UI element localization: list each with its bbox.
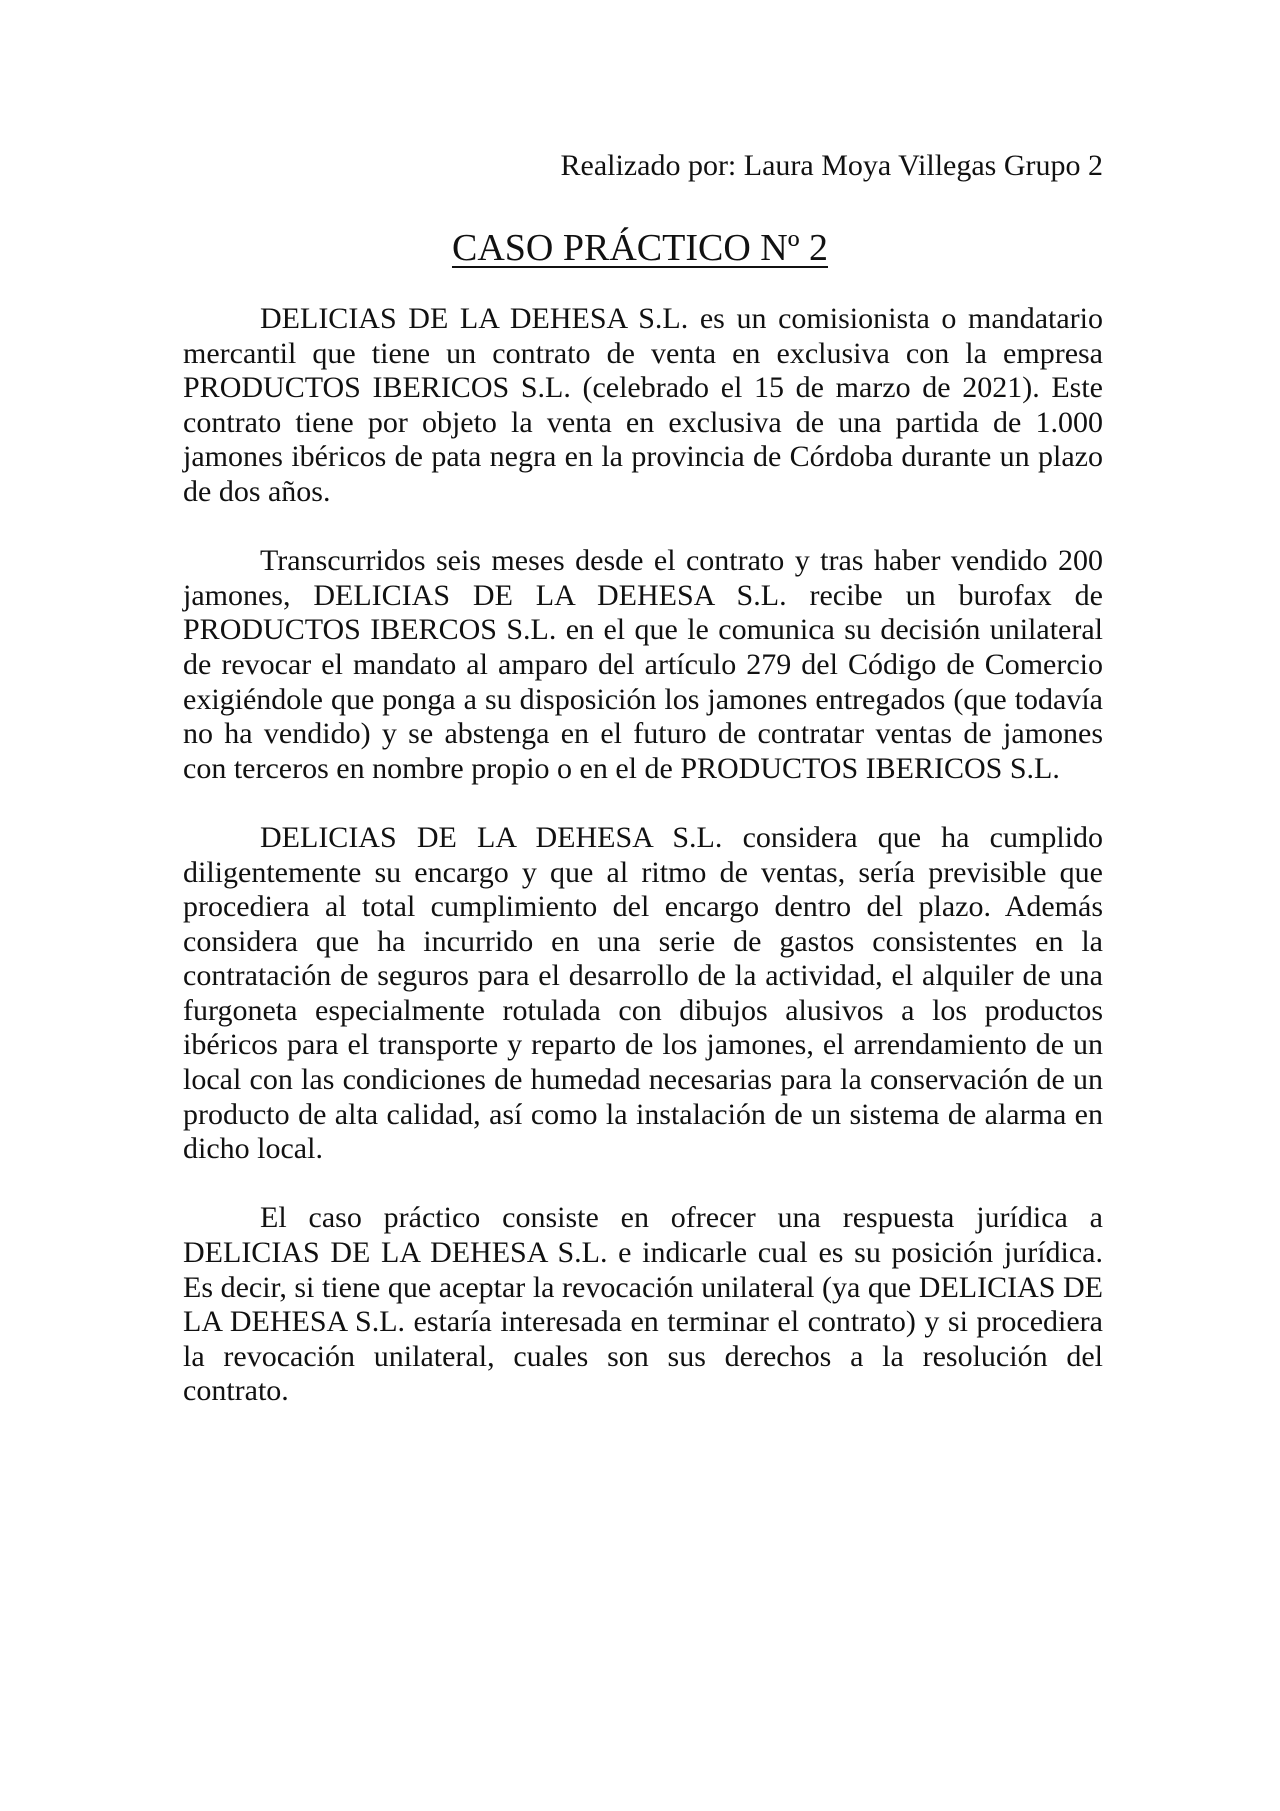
paragraph-2: Transcurridos seis meses desde el contrato y tras haber vendido 200 jamones, DELICIAS DE LA DEHESA S.L. recibe un burofax de PRODUCTOS IBERCOS S.L. en el que le comunica su decisión unilateral de revocar el mandato al amparo del artículo 279 del Código de Comercio exigiéndole que ponga a su disposición los jamones entregados (que todavía no ha vendido) y se abstenga en el futuro de contratar ventas de jamones con terceros en nombre propio o en el de PRODUCTOS IBERICOS S.L. (183, 544, 1103, 785)
document-title: CASO PRÁCTICO Nº 2 (451, 227, 828, 269)
document-body (183, 302, 1103, 1444)
author-line: Realizado por: Laura Moya Villegas Grupo 2 (560, 149, 1103, 182)
paragraph-1: DELICIAS DE LA DEHESA S.L. es un comisionista o mandatario mercantil que tiene un contrato de venta en exclusiva con la empresa PRODUCTOS IBERICOS S.L. (celebrado el 15 de marzo de 2021). Este contrato tiene por objeto la venta en exclusiva de una partida de 1.000 jamones ibéricos de pata negra en la provincia de Córdoba durante un plazo de dos años. (183, 302, 1103, 508)
paragraph-3: DELICIAS DE LA DEHESA S.L. considera que ha cumplido diligentemente su encargo y que al ritmo de ventas, sería previsible que procediera al total cumplimiento del encargo dentro del plazo. Además considera que ha incurrido en una serie de gastos consistentes en la contratación de seguros para el desarrollo de la actividad, el alquiler de una furgoneta especialmente rotulada con dibujos alusivos a los productos ibéricos para el transporte y reparto de los jamones, el arrendamiento de un local con las condiciones de humedad necesarias para la conservación de un producto de alta calidad, así como la instalación de un sistema de alarma en dicho local. (183, 820, 1103, 1166)
paragraph-4: El caso práctico consiste en ofrecer una respuesta jurídica a DELICIAS DE LA DEHESA S.L. e indicarle cual es su posición jurídica. Es decir, si tiene que aceptar la revocación unilateral (ya que DELICIAS DE LA DEHESA S.L. estaría interesada en terminar el contrato) y si procediera la revocación unilateral, cuales son sus derechos a la resolución del contrato. (183, 1201, 1103, 1408)
